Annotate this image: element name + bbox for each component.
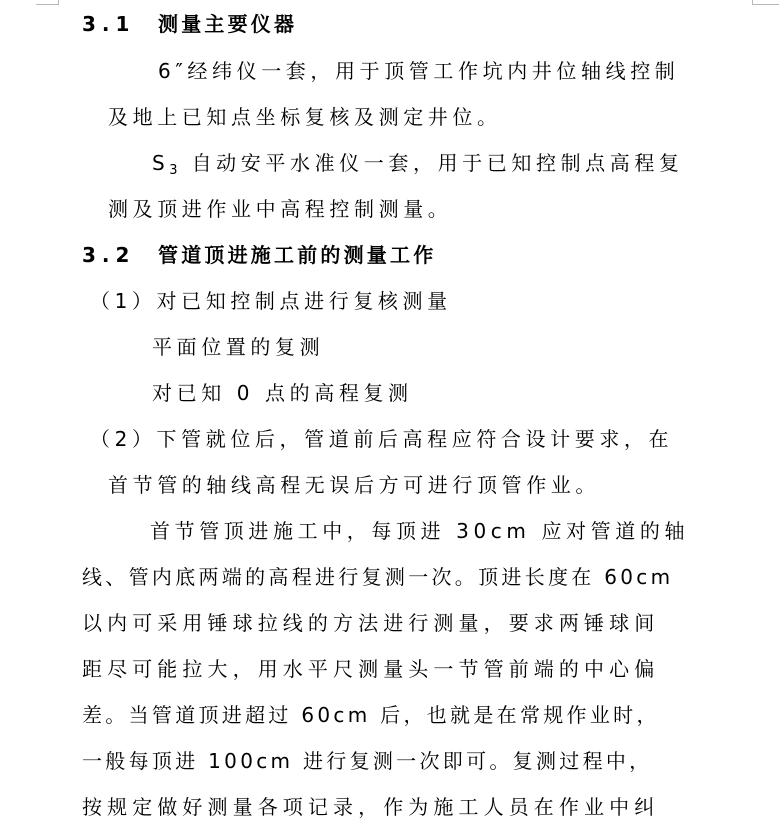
body-line: 以内可采用锤球拉线的方法进行测量，要求两锤球间 (82, 611, 660, 635)
list-item: 首节管的轴线高程无误后方可进行顶管作业。 (108, 473, 600, 497)
paragraph-line: 及地上已知点坐标复核及测定井位。 (108, 105, 502, 129)
section-number: 3.1 (82, 12, 136, 36)
section-heading-3-2 (82, 241, 436, 269)
body-line: 一般每顶进 100cm 进行复测一次即可。复测过程中， (82, 749, 653, 773)
crop-mark-right (752, 0, 779, 5)
body-line: 线、管内底两端的高程进行复测一次。顶进长度在 60cm (82, 565, 674, 589)
list-item: （1）对已知控制点进行复核测量 (90, 289, 452, 313)
body-line: 距尽可能拉大，用水平尺测量头一节管前端的中心偏 (82, 657, 660, 681)
list-item: 对已知 0 点的高程复测 (152, 381, 413, 405)
crop-mark-left (36, 0, 59, 5)
section-title: 测量主要仪器 (158, 12, 298, 36)
section-number: 3.2 (82, 243, 136, 267)
paragraph-line (152, 149, 684, 185)
body-line: 按规定做好测量各项记录，作为施工人员在作业中纠 (82, 795, 660, 819)
paragraph-line: 测及顶进作业中高程控制测量。 (108, 197, 453, 221)
instrument-letter: S (152, 151, 170, 175)
instrument-subscript: 3 (169, 163, 178, 178)
body-line: 差。当管道顶进超过 60cm 后，也就是在常规作业时， (82, 703, 660, 727)
paragraph-line: 6″经纬仪一套，用于顶管工作坑内井位轴线控制 (158, 59, 680, 83)
list-item: 平面位置的复测 (152, 335, 325, 359)
section-heading-3-1 (82, 10, 297, 38)
instrument-text: 自动安平水准仪一套，用于已知控制点高程复 (191, 151, 684, 175)
section-title: 管道顶进施工前的测量工作 (158, 243, 437, 267)
body-line: 首节管顶进施工中，每顶进 30cm 应对管道的轴 (150, 519, 690, 543)
list-item: （2）下管就位后，管道前后高程应符合设计要求，在 (90, 427, 674, 451)
